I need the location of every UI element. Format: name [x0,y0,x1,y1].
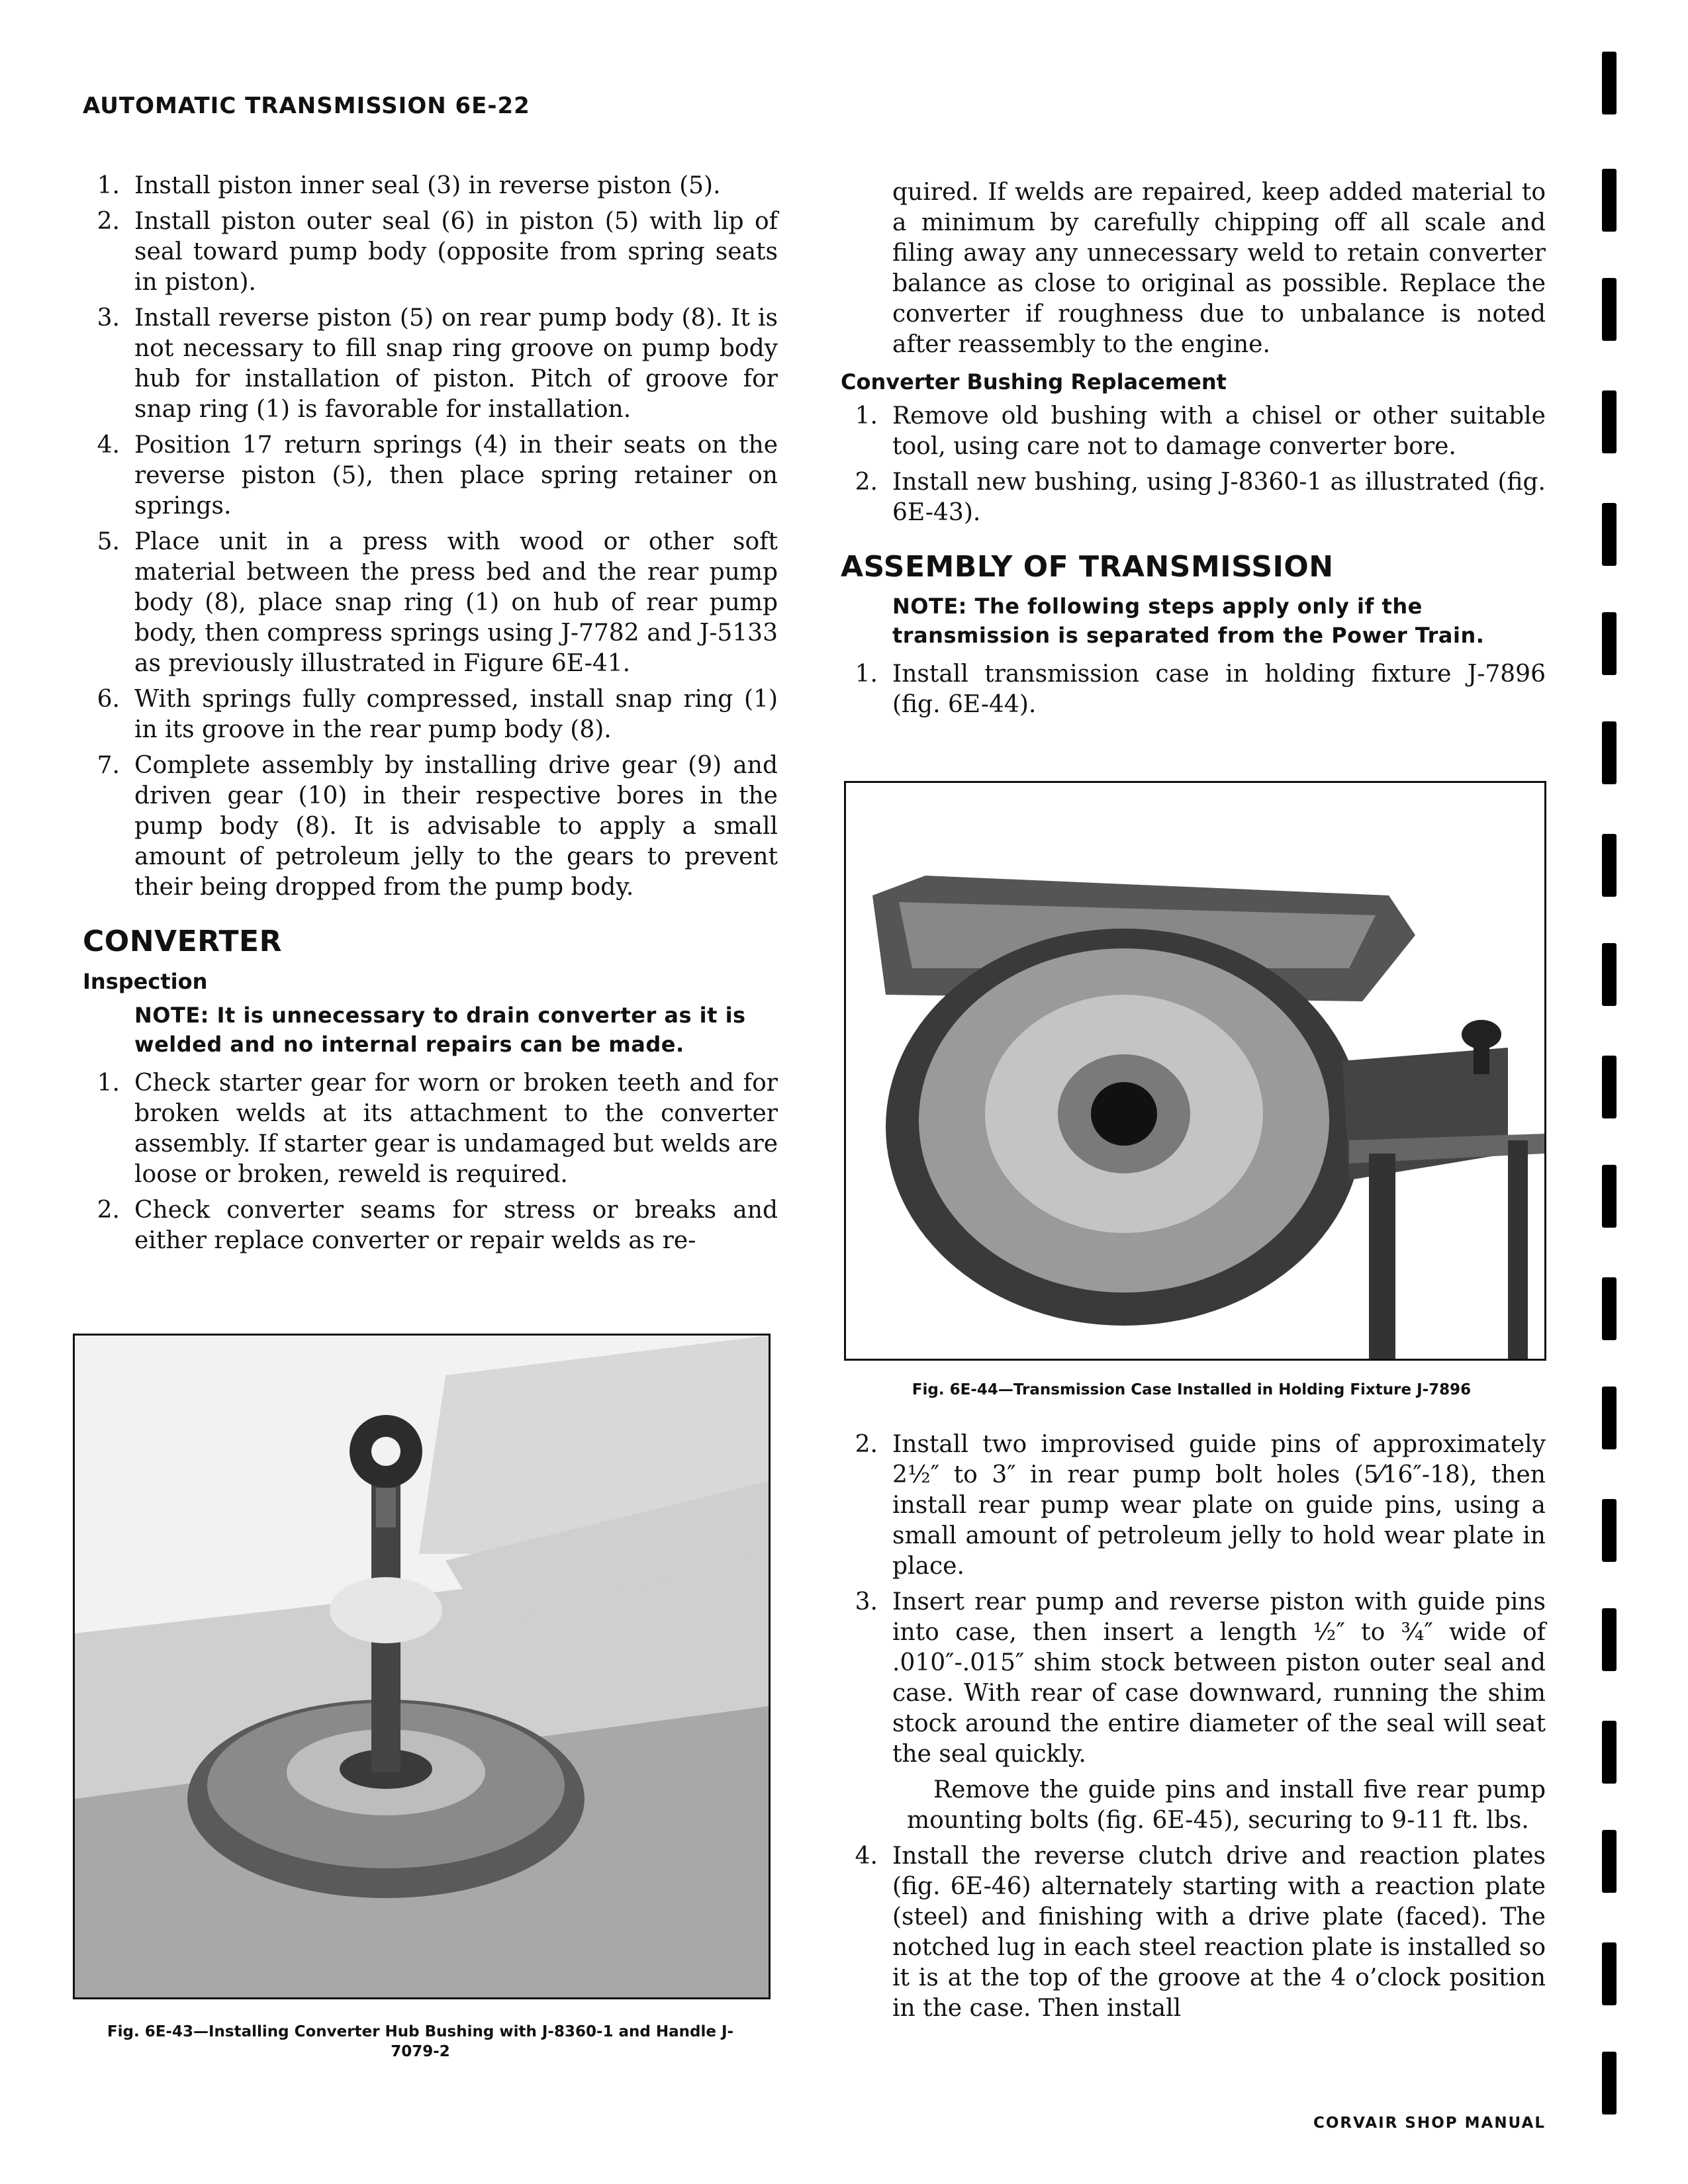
list-item [841,1841,1546,2024]
step-number: 1. [97,172,120,199]
step-text: Place unit in a press with wood or other soft material between the press bed and the rear pump body (8), place snap ring (1) on hub of rear pump body, then compress springs using J-7782 and J-5133 as previously illustrated in Figure 6E-41. [134,528,778,677]
step-number: 4. [97,432,120,459]
figure-6e-43-caption: Fig. 6E-43—Installing Converter Hub Bushing with J-8360-1 and Handle J-7079-2 [107,2023,734,2060]
step-text: Remove old bushing with a chisel or other suitable tool, using care not to damage converter bore. [892,402,1546,460]
page-footer: CORVAIR SHOP MANUAL [1313,2115,1546,2132]
list-item [83,430,778,522]
bushing-steps [841,401,1546,528]
step-number: 3. [97,304,120,332]
assembly-steps [841,1430,1546,1770]
step-text: Install reverse piston (5) on rear pump body (8). It is not necessary to fill snap ring groove on pump body hub for installation of piston. Pitch of groove for snap ring (1) is favorable for installation. [134,304,778,423]
figure-6e-44-photo [844,781,1546,1361]
scan-edge-mark [1602,503,1617,566]
step-text: Insert rear pump and reverse piston with guide pins into case, then insert a length ½″ to ¾″ wide of .010″-.015″ shim stock between piston outer seal and case. With rear of case downward, running the shim stock around the entire diameter of the seal will seat the seal quickly. [892,1588,1546,1768]
step-text: Check converter seams for stress or breaks and either replace converter or repair welds as re- [134,1197,778,1254]
left-column [83,171,778,1261]
converter-section-title: CONVERTER [83,925,282,958]
list-item [83,303,778,425]
pump-assembly-steps [83,171,778,903]
step-text: Position 17 return springs (4) in their seats on the reverse piston (5), then place spring retainer on springs. [134,432,778,520]
scan-edge-mark [1602,1499,1617,1562]
scan-edge-mark [1602,390,1617,453]
list-item [83,1195,778,1256]
step-number: 2. [97,1197,120,1224]
inspection-note: NOTE: It is unnecessary to drain converter as it is welded and no internal repairs can be made. [134,1003,746,1057]
step-number: 2. [855,469,878,496]
transmission-case-photo-icon [846,783,1544,1359]
page-header: AUTOMATIC TRANSMISSION 6E-22 [83,93,530,119]
scan-edge-mark [1602,1942,1617,2005]
step-text: Install new bushing, using J-8360-1 as illustrated (fig. 6E-43). [892,469,1546,526]
right-column-lower [841,1430,1546,2029]
remove-guide-pins-paragraph: Remove the guide pins and install five rear pump mounting bolts (fig. 6E-45), securing to 9-11 ft. lbs. [907,1776,1546,1834]
list-item [83,171,778,201]
step-text: Install two improvised guide pins of approximately 2½″ to 3″ in rear pump bolt holes (5⁄16″-18), then install rear pump wear plate on guide pins, using a small amount of petroleum jelly to hold wear plate in place. [892,1431,1546,1580]
step-text: Complete assembly by installing drive gear (9) and driven gear (10) in their respective bores in the pump body (8). It is advisable to apply a small amount of petroleum jelly to the gears to prevent their being dropped from the pump body. [134,752,778,901]
scan-edge-mark [1602,834,1617,897]
assembly-note: NOTE: The following steps apply only if the transmission is separated from the Power Train. [892,594,1485,648]
step-text: Check starter gear for worn or broken teeth and for broken welds at its attachment to the converter assembly. If starter gear is undamaged but welds are loose or broken, reweld is required. [134,1069,778,1188]
scan-edge-mark [1602,1387,1617,1449]
converter-inspection-continuation: quired. If welds are repaired, keep added material to a minimum by carefully chipping off all scale and filing away any unnecessary weld to retain converter balance as close to original as possible. Replace the converter if roughness due to unbalance is noted after reassembly to the engine. [892,179,1546,358]
step-text: Install transmission case in holding fixture J-7896 (fig. 6E-44). [892,660,1546,718]
assembly-step-1 [841,659,1546,720]
scan-edge-mark [1602,52,1617,114]
scan-edge-mark [1602,612,1617,675]
list-item [841,467,1546,528]
assembly-step-4 [841,1841,1546,2024]
step-text: Install piston outer seal (6) in piston (5) with lip of seal toward pump body (opposite from spring seats in piston). [134,208,778,296]
inspection-heading: Inspection [83,969,208,994]
scan-edge-mark [1602,2052,1617,2115]
step-number: 3. [855,1588,878,1615]
step-number: 1. [855,660,878,688]
list-item [83,684,778,745]
scan-edge-mark [1602,278,1617,341]
step-number: 2. [97,208,120,235]
list-item [83,527,778,679]
scan-edge-mark [1602,1277,1617,1340]
scan-edge-mark [1602,1830,1617,1893]
scan-edge-mark [1602,1056,1617,1118]
step-number: 5. [97,528,120,555]
list-item [841,1587,1546,1770]
step-number: 4. [855,1843,878,1870]
right-column [841,177,1546,725]
bushing-replacement-heading: Converter Bushing Replacement [841,369,1227,394]
list-item [83,751,778,903]
step-number: 2. [855,1431,878,1458]
list-item [841,1430,1546,1582]
scan-edge-mark [1602,1721,1617,1784]
inspection-steps [83,1068,778,1256]
step-number: 1. [97,1069,120,1097]
scan-edge-mark [1602,1165,1617,1228]
step-text: With springs fully compressed, install snap ring (1) in its groove in the rear pump body (8). [134,686,778,743]
list-item [841,401,1546,462]
step-number: 6. [97,686,120,713]
list-item [841,659,1546,720]
figure-6e-43-photo [73,1334,771,1999]
figure-6e-44-caption: Fig. 6E-44—Transmission Case Installed in Holding Fixture J-7896 [912,1381,1472,1398]
list-item [83,1068,778,1190]
scan-edge-mark [1602,943,1617,1006]
step-text: Install piston inner seal (3) in reverse piston (5). [134,172,721,199]
step-text: Install the reverse clutch drive and reaction plates (fig. 6E-46) alternately starting with a reaction plate (steel) and finishing with a drive plate (faced). The notched lug in each steel reaction plate is installed so it is at the top of the groove at the 4 o’clock position in the case. Then install [892,1843,1546,2022]
list-item [83,206,778,298]
step-number: 7. [97,752,120,779]
converter-bushing-photo-icon [75,1336,769,1997]
assembly-section-title: ASSEMBLY OF TRANSMISSION [841,550,1334,584]
step-number: 1. [855,402,878,430]
scan-edge-mark [1602,721,1617,784]
scan-edge-mark [1602,169,1617,232]
scan-edge-mark [1602,1608,1617,1671]
